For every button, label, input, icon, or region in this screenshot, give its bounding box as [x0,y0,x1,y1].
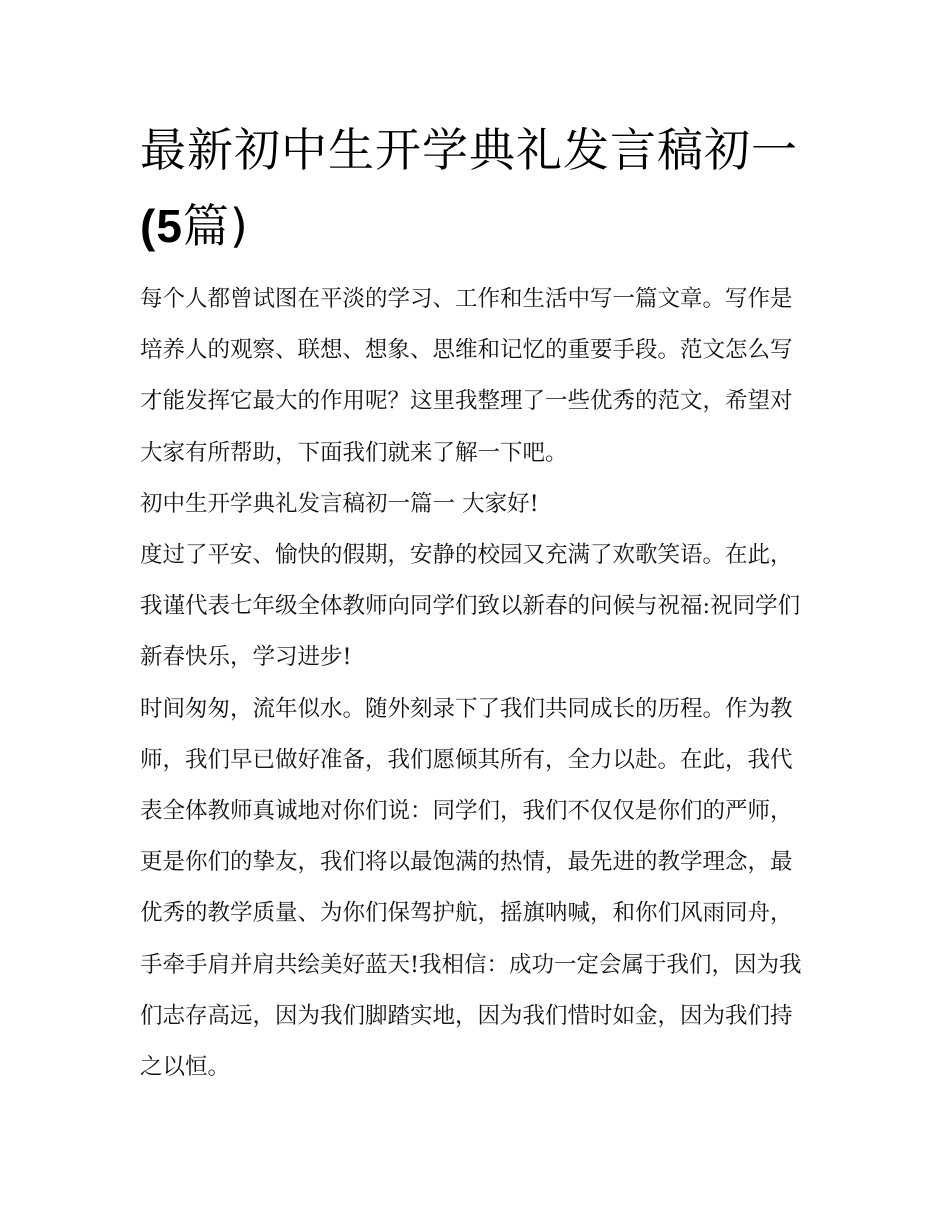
title-text: 最新初中生开学典礼发言稿初一 [140,123,798,177]
document-body [140,274,812,1093]
main-paragraph: 时间匆匆，流年似水。随外刻录下了我们共同成长的历程。作为教师，我们早已做好准备，我们愿倾其所有，全力以赴。在此，我代表全体教师真诚地对你们说：同学们，我们不仅仅是你们的严师，更是你们的挚友，我们将以最饱满的热情，最先进的教学理念，最优秀的教学质量、为你们保驾护航，摇旗呐喊，和你们风雨同舟，手牵手肩并肩共绘美好蓝天!我相信：成功一定会属于我们，因为我们志存高远，因为我们脚踏实地，因为我们惜时如金，因为我们持之以恒。 [140,695,802,1081]
title-count: (5 [140,200,183,252]
greeting-paragraph: 度过了平安、愉快的假期，安静的校园又充满了欢歌笑语。在此，我谨代表七年级全体教师向同学们致以新春的问候与祝福:祝同学们新春快乐，学习进步! [140,542,801,671]
intro-paragraph: 每个人都曾试图在平淡的学习、工作和生活中写一篇文章。写作是培养人的观察、联想、想象、思维和记忆的重要手段。范文怎么写才能发挥它最大的作用呢？这里我整理了一些优秀的范文，希望对大家有所帮助，下面我们就来了解一下吧。 [140,286,793,466]
section-heading-paragraph: 初中生开学典礼发言稿初一篇一 大家好! [140,490,539,517]
title-suffix: 篇) [182,199,249,253]
document-title [140,112,810,264]
